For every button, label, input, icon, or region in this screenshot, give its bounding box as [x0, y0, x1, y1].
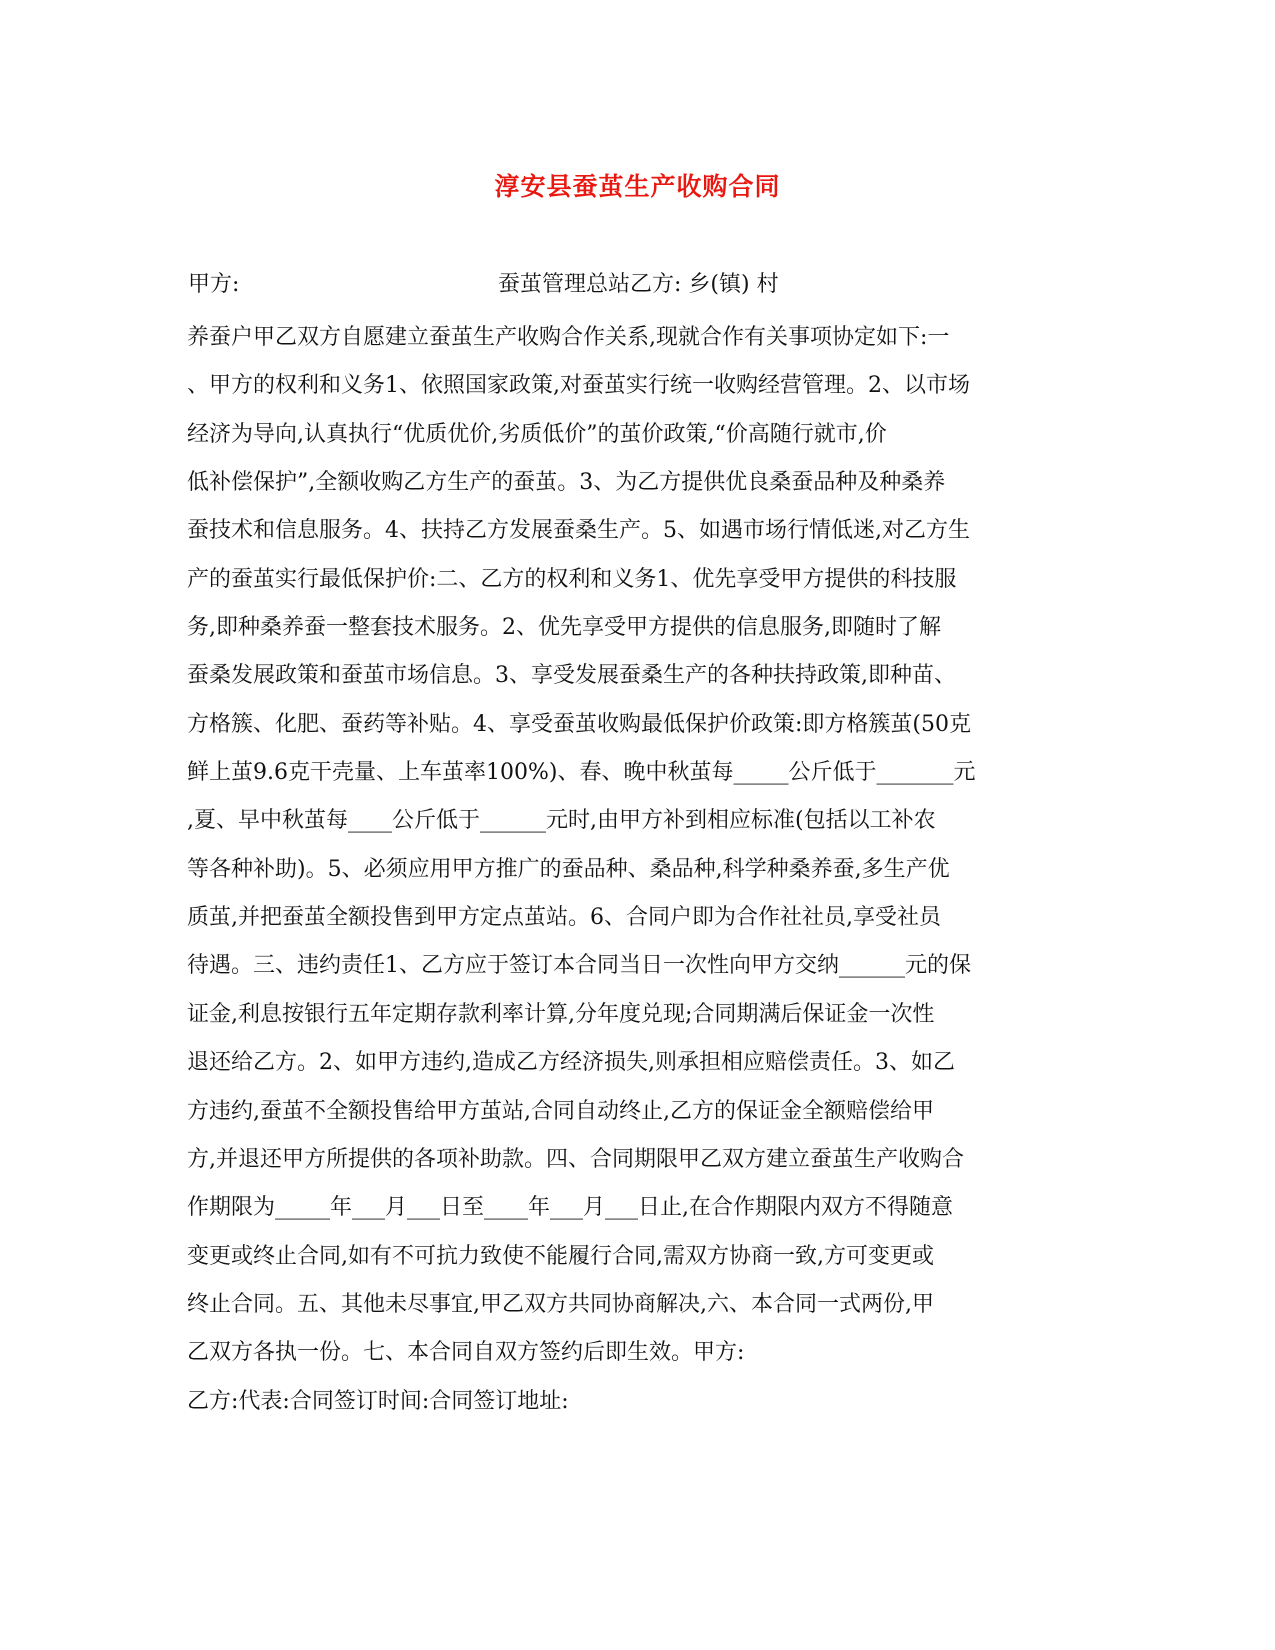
body-line: 乙双方各执一份。七、本合同自双方签约后即生效。甲方:: [187, 1340, 745, 1366]
body-line: 方格簇、化肥、蚕药等补贴。4、享受蚕茧收购最低保护价政策:即方格簇茧(50克: [187, 711, 971, 737]
body-line: 务,即种桑养蚕一整套技术服务。2、优先享受甲方提供的信息服务,即随时了解: [187, 615, 941, 641]
body-line: 终止合同。五、其他未尽事宜,甲乙双方共同协商解决,六、本合同一式两份,甲: [187, 1291, 934, 1317]
signature-line: 乙方:代表:合同签订时间:合同签订地址:: [187, 1388, 569, 1414]
body-line: 质茧,并把蚕茧全额投售到甲方定点茧站。6、合同户即为合作社社员,享受社员: [187, 905, 941, 931]
body-line: 经济为导向,认真执行“优质优价,劣质低价”的茧价政策,“价高随行就市,价: [187, 421, 887, 447]
body-line: 蚕桑发展政策和蚕茧市场信息。3、享受发展蚕桑生产的各种扶持政策,即种苗、: [187, 663, 956, 689]
body-line: 退还给乙方。2、如甲方违约,造成乙方经济损失,则承担相应赔偿责任。3、如乙: [187, 1050, 955, 1076]
body-line: 变更或终止合同,如有不可抗力致使不能履行合同,需双方协商一致,方可变更或: [187, 1243, 934, 1269]
body-line: 作期限为_____年___月___日至____年___月___日止,在合作期限内双方不得随意: [187, 1195, 953, 1221]
party-a-label: 甲方:: [188, 272, 240, 297]
body-line: 蚕技术和信息服务。4、扶持乙方发展蚕桑生产。5、如遇市场行情低迷,对乙方生: [187, 518, 970, 544]
body-line: 、甲方的权利和义务1、依照国家政策,对蚕茧实行统一收购经营管理。2、以市场: [187, 373, 970, 399]
body-line: 等各种补助)。5、必须应用甲方推广的蚕品种、桑品种,科学种桑养蚕,多生产优: [187, 856, 950, 882]
body-line: 养蚕户甲乙双方自愿建立蚕茧生产收购合作关系,现就合作有关事项协定如下:一: [187, 325, 950, 350]
document-title: 淳安县蚕茧生产收购合同: [494, 172, 781, 201]
body-line: 低补偿保护”,全额收购乙方生产的蚕茧。3、为乙方提供优良桑蚕品种及种桑养: [187, 470, 946, 496]
contract-body: [187, 314, 1087, 1426]
body-line: 鲜上茧9.6克干壳量、上车茧率100%)、春、晚中秋茧每_____公斤低于_______元: [187, 760, 976, 786]
body-line: ,夏、早中秋茧每____公斤低于______元时,由甲方补到相应标准(包括以工补农: [187, 808, 936, 834]
body-line: 方违约,蚕茧不全额投售给甲方茧站,合同自动终止,乙方的保证金全额赔偿给甲: [187, 1098, 934, 1124]
party-b-header: 蚕茧管理总站乙方: 乡(镇) 村: [498, 272, 779, 297]
body-line: 产的蚕茧实行最低保护价:二、乙方的权利和义务1、优先享受甲方提供的科技服: [187, 566, 957, 592]
body-line: 待遇。三、违约责任1、乙方应于签订本合同当日一次性向甲方交纳______元的保: [187, 953, 971, 979]
body-line: 方,并退还甲方所提供的各项补助款。四、合同期限甲乙双方建立蚕茧生产收购合: [187, 1146, 964, 1172]
body-line: 证金,利息按银行五年定期存款利率计算,分年度兑现;合同期满后保证金一次性: [187, 1001, 935, 1027]
